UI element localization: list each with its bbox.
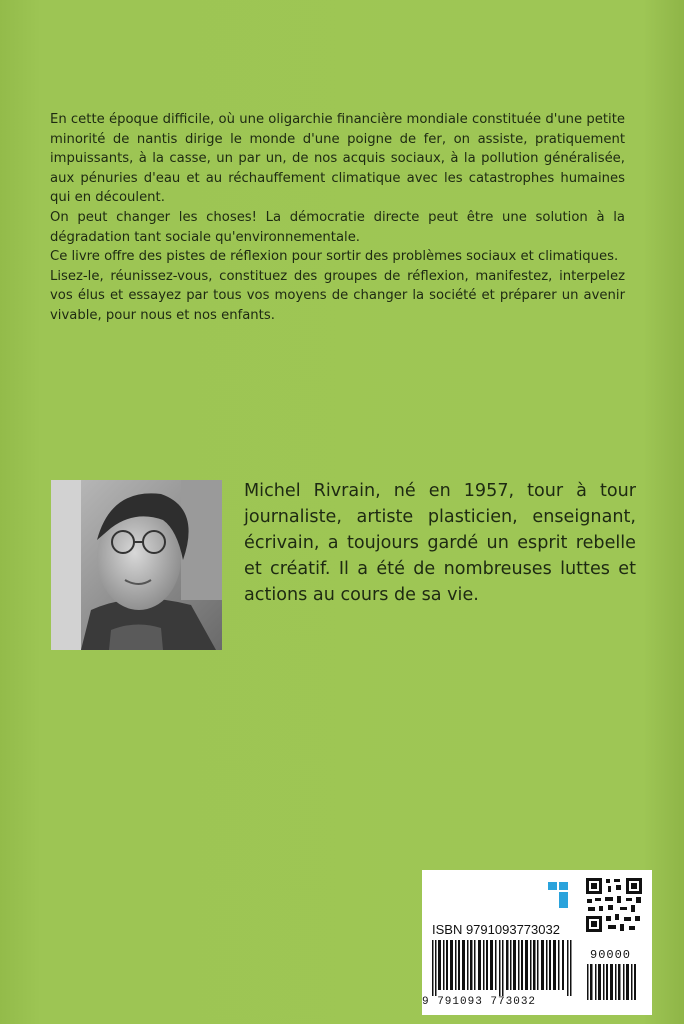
blurb-paragraph-3: Ce livre offre des pistes de réflexion pour sortir des problèmes sociaux et climatiques. <box>50 249 619 265</box>
price-code: 90000 <box>590 948 632 962</box>
barcode-box <box>422 870 652 1015</box>
qr-code-icon <box>584 876 644 934</box>
author-photo <box>51 480 222 650</box>
publisher-logo-icon <box>548 882 570 908</box>
isbn-digits: 9 791093 773032 <box>422 996 537 1008</box>
blurb-text <box>50 110 625 326</box>
isbn-barcode <box>432 940 574 996</box>
blurb-paragraph-4: Lisez-le, réunissez-vous, constituez des groupes de réflexion, manifestez, interpelez vos élus et essayez par tous vos moyens de changer la société et préparer un avenir vivable, pour nous et nos enfants. <box>50 268 625 323</box>
blurb-paragraph-2: On peut changer les choses! La démocratie directe peut être une solution à la dégradation tant sociale qu'environnementale. <box>50 209 625 245</box>
author-bio-text: Michel Rivrain, né en 1957, tour à tour journaliste, artiste plasticien, enseignant, écrivain, a toujours gardé un esprit rebelle et créatif. Il a été de nombreuses luttes et actions au cours de sa vie. <box>244 481 636 605</box>
price-addon-barcode <box>587 964 639 1000</box>
author-bio <box>244 478 636 608</box>
author-portrait-image <box>51 480 222 650</box>
blurb-paragraph-1: En cette époque difficile, où une oligarchie financière mondiale constituée d'une petite minorité de nantis dirige le monde d'une poigne de fer, on assiste, pratiquement impuissants, à la casse, un par un, de nos acquis sociaux, à la pollution généralisée, aux pénuries d'eau et au réchauffement climatique avec les catastrophes humaines qui en découlent. <box>50 112 625 206</box>
isbn-label: ISBN 9791093773032 <box>432 922 560 937</box>
